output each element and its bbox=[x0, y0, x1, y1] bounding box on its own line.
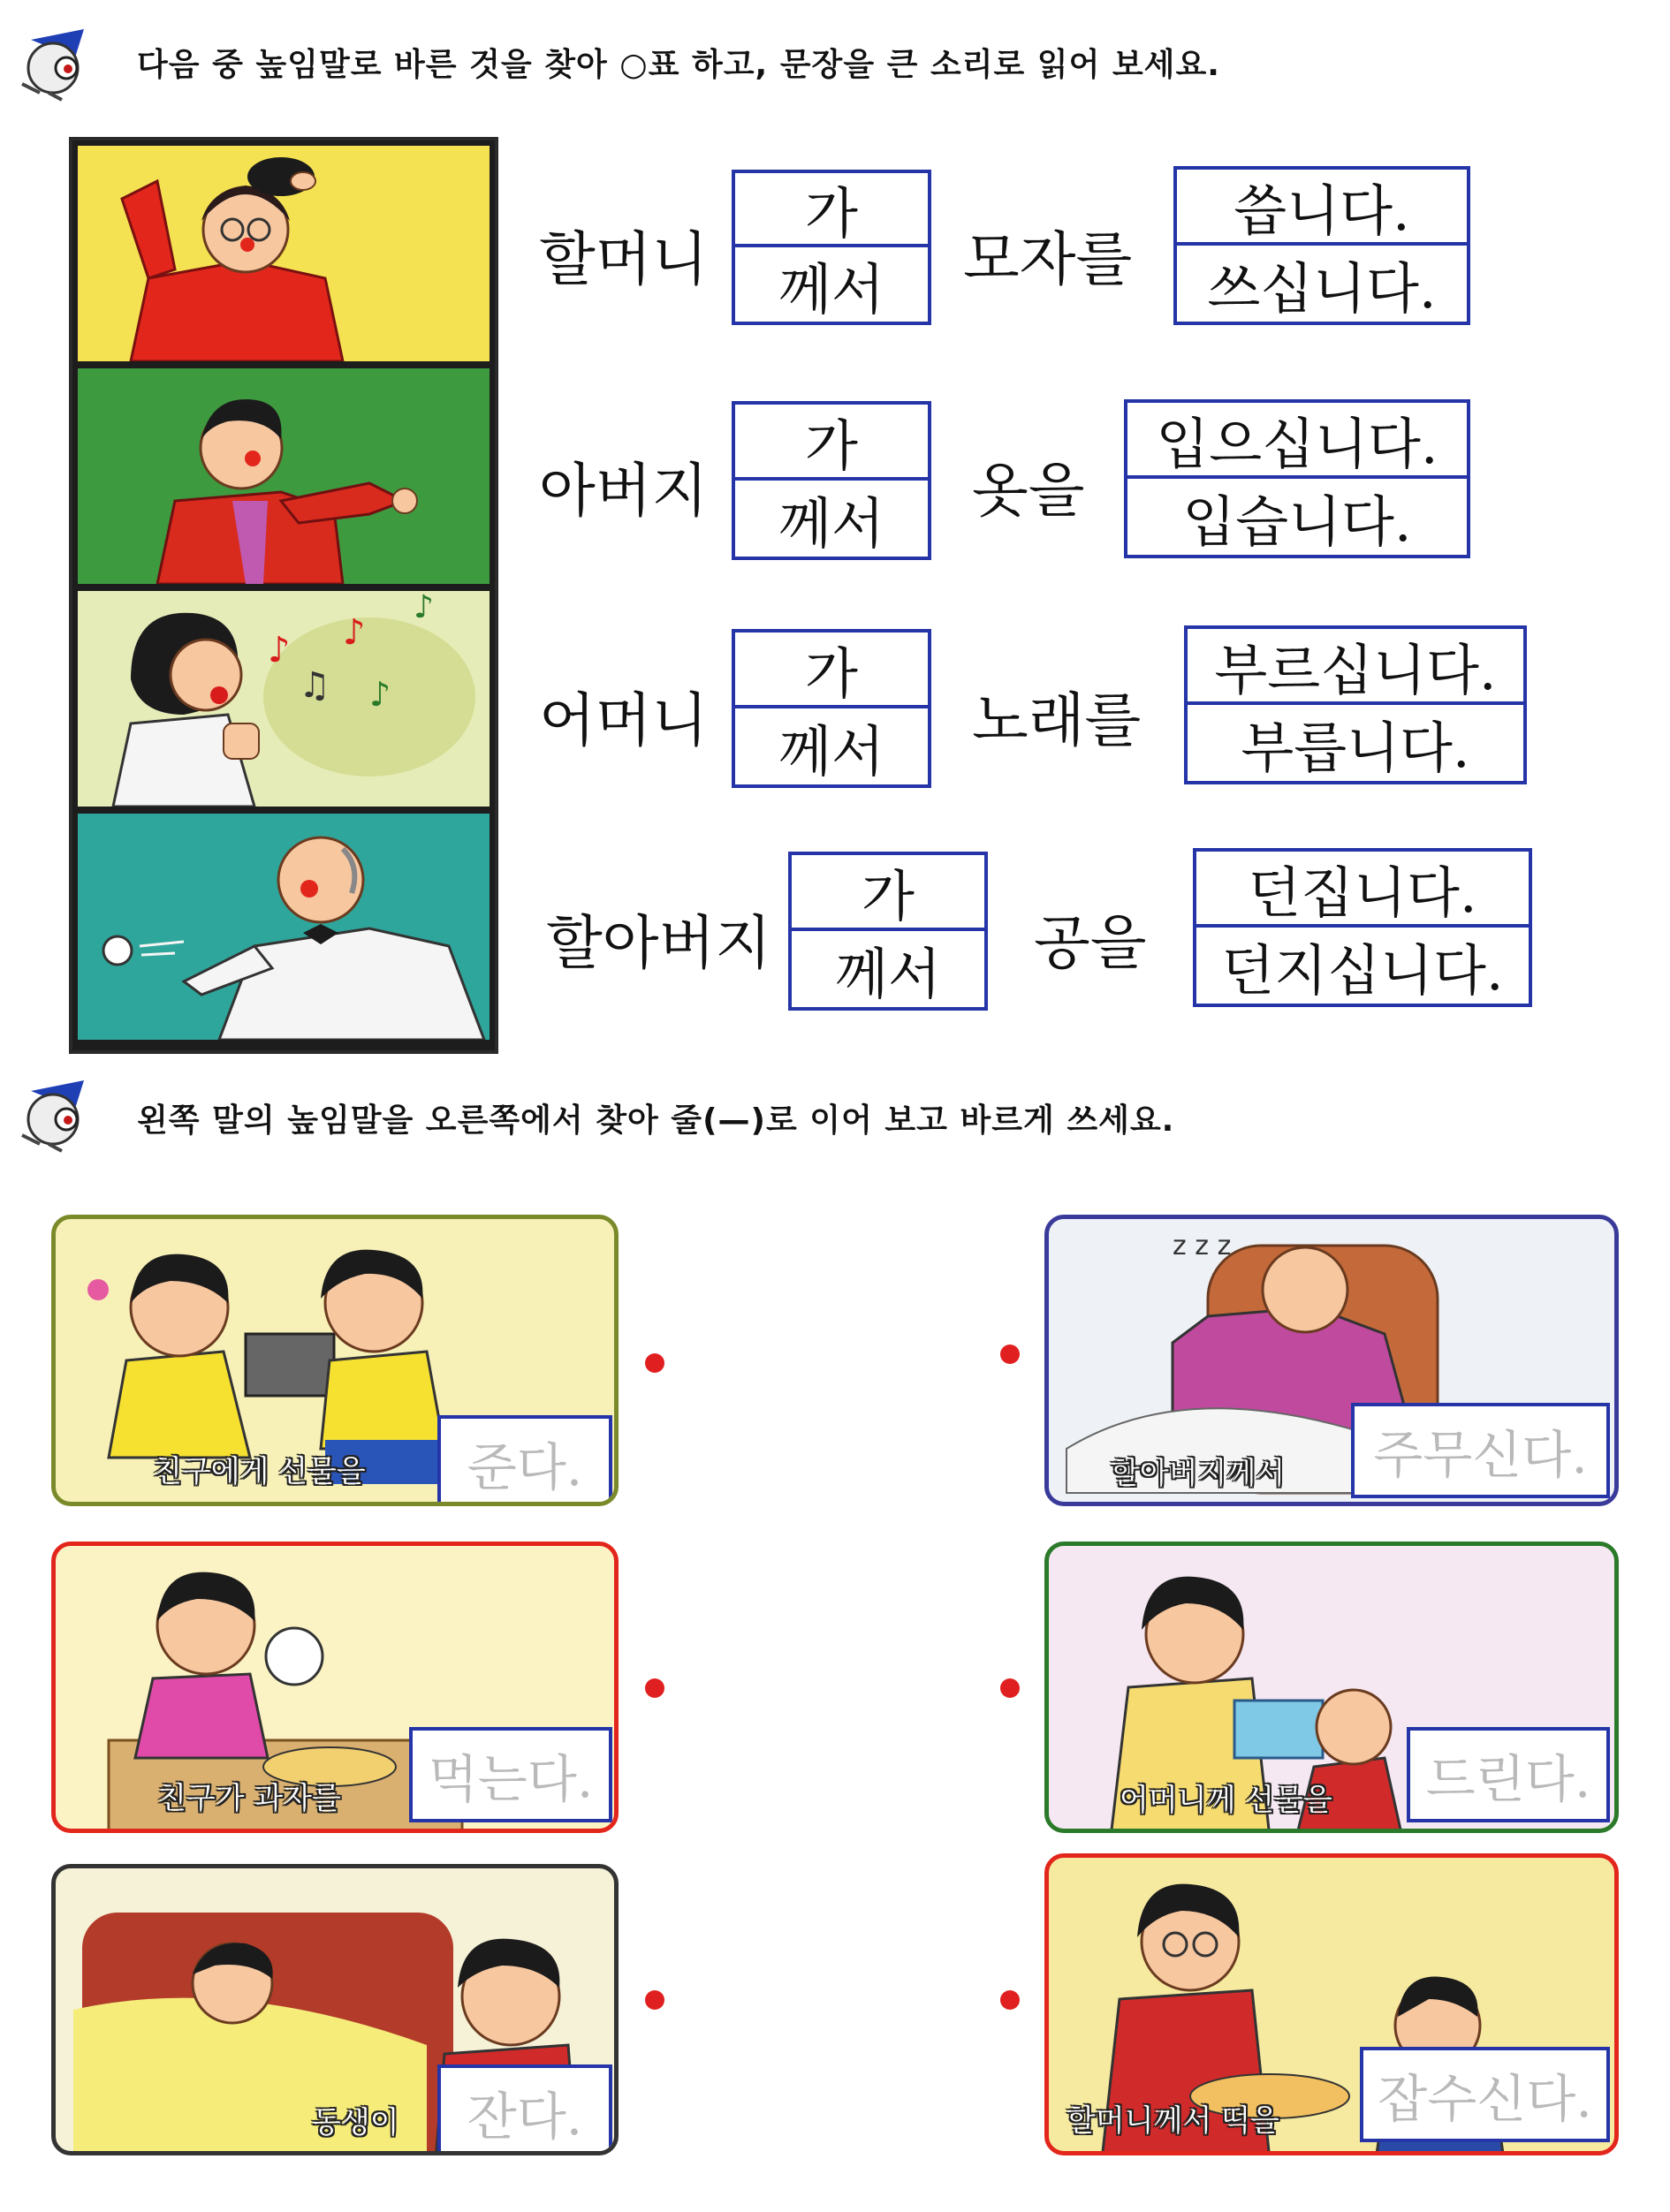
row4-particle-top[interactable]: 가 bbox=[792, 855, 984, 931]
father-illustration bbox=[78, 368, 490, 584]
row2-subject: 아버지 bbox=[539, 457, 709, 525]
right-card-2-caption: 어머니께 선물을 bbox=[1120, 1783, 1332, 1818]
left-dot-2[interactable] bbox=[645, 1678, 664, 1698]
row4-particle-choice[interactable] bbox=[788, 852, 988, 1011]
grandmother-illustration bbox=[78, 146, 490, 361]
row2-particle-top[interactable]: 가 bbox=[735, 405, 928, 481]
left-dot-3[interactable] bbox=[645, 1990, 664, 2010]
row1-verb-bottom[interactable]: 쓰십니다. bbox=[1207, 255, 1437, 321]
picture-strip bbox=[69, 137, 498, 1054]
right-dot-3[interactable] bbox=[1000, 1990, 1020, 2010]
row4-verb-choice[interactable] bbox=[1193, 848, 1532, 1007]
right-card-1-caption: 할아버지께서 bbox=[1111, 1456, 1286, 1491]
row2-verb-top[interactable]: 입으십니다. bbox=[1127, 403, 1467, 479]
row4-object: 공을 bbox=[1034, 909, 1147, 977]
row1-particle-top[interactable]: 가 bbox=[735, 173, 928, 247]
left-card-1-caption: 친구에게 선물을 bbox=[153, 1454, 366, 1489]
right-dot-2[interactable] bbox=[1000, 1678, 1020, 1698]
left-card-1-answer-box[interactable]: 준다. bbox=[437, 1415, 612, 1506]
right-card-1-answer-box[interactable]: 주무신다. bbox=[1351, 1403, 1610, 1498]
left-card-2-caption: 친구가 과자를 bbox=[157, 1781, 341, 1816]
svg-text:z z z: z z z bbox=[1173, 1231, 1232, 1261]
row3-verb-choice[interactable] bbox=[1184, 625, 1527, 784]
instruction-2: 왼쪽 말의 높임말을 오른쪽에서 찾아 줄(—)로 이어 보고 바르게 쓰세요. bbox=[137, 1102, 1175, 1139]
row3-subject: 어머니 bbox=[539, 686, 709, 754]
row4-particle-bottom[interactable]: 께서 bbox=[835, 941, 941, 1006]
mother-illustration bbox=[78, 591, 490, 807]
mascot-icon bbox=[13, 1073, 102, 1153]
row4-verb-bottom[interactable]: 던지십니다. bbox=[1221, 937, 1504, 1003]
svg-text:♪: ♪ bbox=[414, 591, 434, 625]
panel-grandfather bbox=[78, 814, 490, 1040]
row4-subject: 할아버지 bbox=[546, 909, 772, 977]
left-card-3 bbox=[51, 1864, 619, 2155]
row1-object: 모자를 bbox=[963, 225, 1133, 293]
row1-verb-choice[interactable] bbox=[1173, 166, 1470, 325]
row3-verb-top[interactable]: 부르십니다. bbox=[1188, 629, 1523, 705]
left-dot-1[interactable] bbox=[645, 1353, 664, 1373]
row2-object: 옷을 bbox=[972, 457, 1085, 525]
panel-father bbox=[78, 368, 490, 584]
svg-text:♪: ♪ bbox=[369, 675, 391, 714]
row3-particle-top[interactable]: 가 bbox=[735, 633, 928, 708]
mascot-icon bbox=[13, 22, 102, 102]
svg-text:♫: ♫ bbox=[299, 665, 330, 706]
right-card-2-answer-box[interactable]: 드린다. bbox=[1407, 1727, 1610, 1822]
panel-mother bbox=[78, 591, 490, 807]
row3-object: 노래를 bbox=[972, 686, 1142, 754]
row1-particle-bottom[interactable]: 께서 bbox=[778, 256, 884, 322]
row2-verb-bottom[interactable]: 입습니다. bbox=[1182, 489, 1412, 554]
row3-particle-bottom[interactable]: 께서 bbox=[778, 718, 884, 784]
svg-text:♪: ♪ bbox=[268, 630, 291, 670]
grandfather-illustration bbox=[78, 814, 490, 1040]
row4-verb-top[interactable]: 던집니다. bbox=[1196, 852, 1529, 928]
left-card-3-answer-box[interactable]: 잔다. bbox=[437, 2064, 612, 2155]
row2-particle-choice[interactable] bbox=[732, 401, 931, 560]
row1-particle-choice[interactable] bbox=[732, 170, 931, 325]
right-card-3-answer-box[interactable]: 잡수신다. bbox=[1360, 2047, 1610, 2142]
row3-particle-choice[interactable] bbox=[732, 629, 931, 788]
right-card-1 bbox=[1044, 1215, 1619, 1506]
row2-verb-choice[interactable] bbox=[1124, 399, 1470, 558]
right-dot-1[interactable] bbox=[1000, 1345, 1020, 1364]
left-card-2 bbox=[51, 1542, 619, 1833]
right-card-3 bbox=[1044, 1853, 1619, 2155]
row1-subject: 할머니 bbox=[539, 225, 709, 293]
panel-grandmother bbox=[78, 146, 490, 361]
row3-verb-bottom[interactable]: 부릅니다. bbox=[1241, 715, 1470, 780]
svg-text:♪: ♪ bbox=[343, 612, 366, 653]
row1-verb-top[interactable]: 씁니다. bbox=[1177, 170, 1467, 246]
left-card-2-answer-box[interactable]: 먹는다. bbox=[409, 1727, 612, 1822]
instruction-1: 다음 중 높임말로 바른 것을 찾아 ○표 하고, 문장을 큰 소리로 읽어 보세요. bbox=[137, 47, 1220, 83]
left-card-1 bbox=[51, 1215, 619, 1506]
row2-particle-bottom[interactable]: 께서 bbox=[778, 490, 884, 556]
left-card-3-caption: 동생이 bbox=[312, 2105, 399, 2140]
right-card-2 bbox=[1044, 1542, 1619, 1833]
right-card-3-caption: 할머니께서 떡을 bbox=[1067, 2103, 1279, 2139]
